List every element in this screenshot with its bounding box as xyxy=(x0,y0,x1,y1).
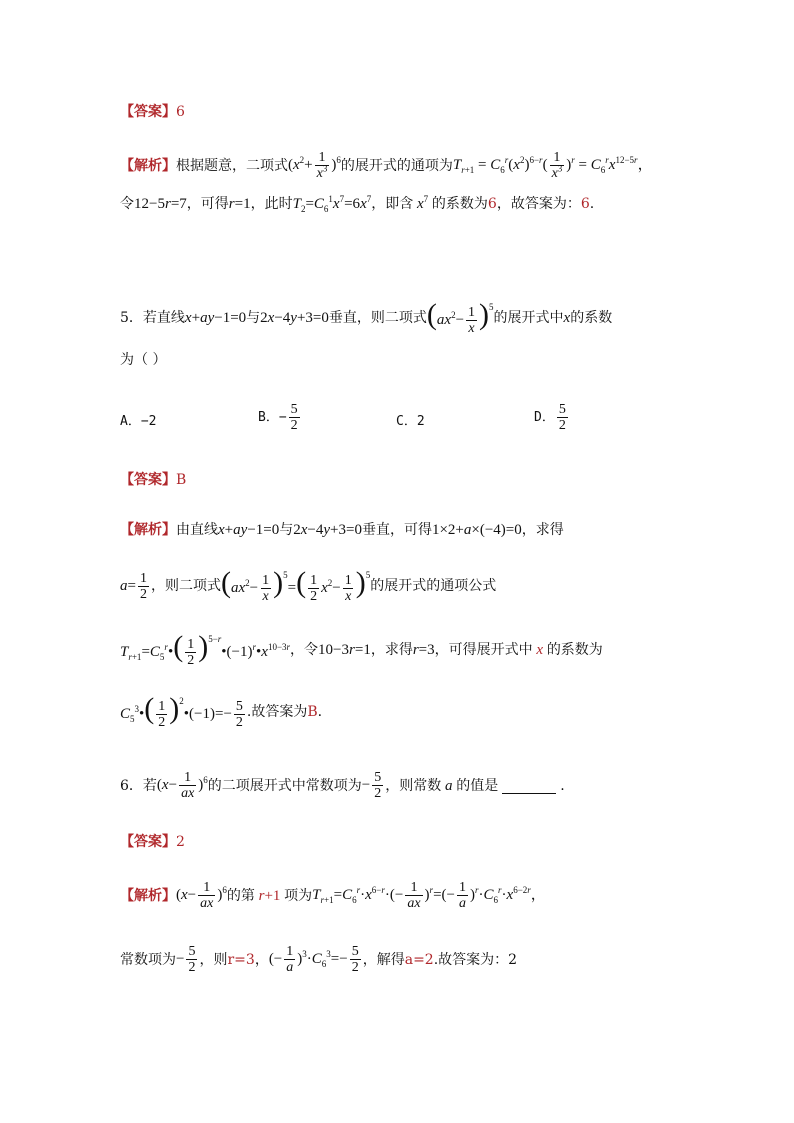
q4-general-term: $T_{r+1} = C_6^r(x^2)^{6-r}$( $\frac{1}{x^3}$ )$^r = C_6^rx^{12-5r}$， xyxy=(452,150,653,181)
q6-number: 6． xyxy=(120,777,143,794)
q5-analysis-line4: $C_5^3•$( $\frac{1}{2}$ )$^2$•(−1)=− $\frac{5}{2}$ .故答案为 B . xyxy=(120,692,323,731)
q4-analysis-line2: 令 12−5r=7 ，可得 r=1 ，此时 $T_2=C_6^1x^7=6x^7$ ，即含 $x^7$ 的系数为 6 ，故答案为： 6 . xyxy=(120,194,595,214)
q5-number: 5． xyxy=(120,310,143,327)
q5-stem-line1: 5． 若直线 x+ay−1=0 与 2x−4y+3=0 垂直，则二项式 ($ax^2-$ $\frac{1}{x}$ )$^5$ 的展开式中 x 的系数 xyxy=(120,298,613,337)
q4-answer-line xyxy=(120,100,734,124)
q5-analysis-line2: a= $\frac{1}{2}$ ，则二项式 ($ax^2-$ $\frac{1}{x}$ )$^5$=( $\frac{1}{2}$ $x^2-$ $\frac{1}{x}$ )$^5$ 的展开式的通项公式 xyxy=(120,566,497,605)
q6-answer-line: 【答案】 2 xyxy=(120,830,734,854)
q5-analysis-line3: $T_{r+1}=C_5^r•$( $\frac{1}{2}$ )$^{5-r}•(-1)^r•x^{10-3r}$ ，令 10−3r=1 ，求得 r=3 ，可得展开式中 x 的系数为 xyxy=(120,630,603,669)
answer-blank xyxy=(502,777,556,794)
q4-binomial-expr: ($x^2+$ $\frac{1}{x^3}$ )$^6$ xyxy=(288,150,341,181)
q4-analysis-line1: 【解析】 根据题意，二项式 ($x^2+$ $\frac{1}{x^3}$ )$^6$ 的展开式的通项为 $T_{r+1} = C_6^r(x^2)^{6-r}$( $\frac{1}{x^3}$ )$^r = C_6^rx^{12-5r}$， xyxy=(120,150,653,181)
option-a[interactable]: A． −2 xyxy=(120,414,157,429)
q5-binomial-expr: ($ax^2-$ $\frac{1}{x}$ )$^5$ xyxy=(426,298,494,337)
q5-answer-line: 【答案】 B xyxy=(120,468,734,492)
analysis-label: 【解析】 xyxy=(120,157,176,174)
option-c[interactable]: C． 2 xyxy=(396,414,425,429)
q4-answer-value: 6 xyxy=(176,104,185,120)
q5-answer-value: B xyxy=(176,472,187,488)
q5-options xyxy=(120,402,734,434)
q6-answer-value: 2 xyxy=(176,834,185,850)
q6-analysis-line1: 【解析】 (x− $\frac{1}{ax}$ )$^6$ 的第 r+1 项为 $T_{r+1}=C_6^r\cdot x^{6-r}\cdot(-$ $\frac{1}{ax}$ )$^r$=(− $\frac{1}{a}$ )$^r\cdot C_6^r\cdot x^{6-2r}$， xyxy=(120,880,546,911)
option-d[interactable]: D． $\frac{5}{2}$ xyxy=(534,402,566,433)
option-b[interactable]: B． − $\frac{5}{2}$ xyxy=(258,402,298,433)
q6-analysis-line2: 常数项为 − $\frac{5}{2}$ ，则 r=3 ， (− $\frac{1}{a}$ )$^3\cdot C_6^3=-$ $\frac{5}{2}$ ，解得 a=2 .故答案为： 2 xyxy=(120,944,518,975)
answer-label: 【答案】 xyxy=(120,104,176,120)
q5-analysis-line1: 【解析】 由直线 x+ay−1=0 与 2x−4y+3=0 垂直，可得 1×2+a×(−4)=0 ，求得 xyxy=(120,522,564,538)
q5-stem-line2: 为（ ） xyxy=(120,352,167,368)
q6-stem: 6． 若 (x− $\frac{1}{ax}$ )$^6$ 的二项展开式中常数项为 − $\frac{5}{2}$ ，则常数 a 的值是 . xyxy=(120,770,565,801)
